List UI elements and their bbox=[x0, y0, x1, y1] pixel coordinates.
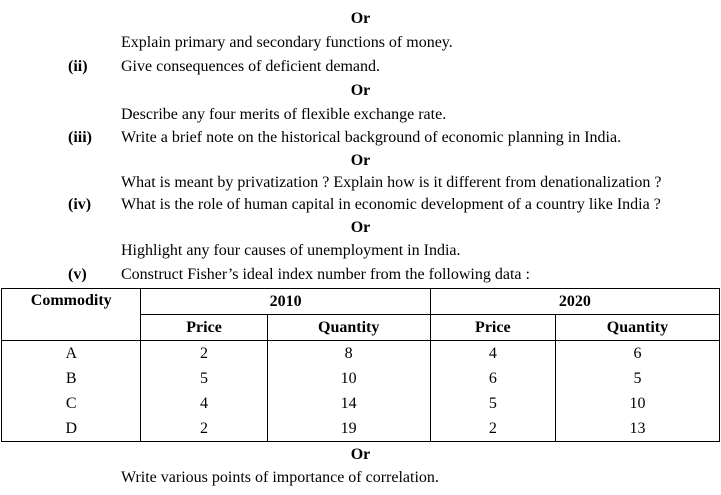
table-cell: 2 bbox=[430, 416, 555, 442]
question-text: Highlight any four causes of unemployment in India. bbox=[121, 242, 461, 259]
question-number: (iv) bbox=[68, 196, 92, 213]
year-header: 2010 bbox=[141, 289, 430, 315]
or-label: Or bbox=[350, 446, 371, 463]
table-cell: 4 bbox=[141, 391, 267, 416]
table-cell: 14 bbox=[267, 391, 430, 416]
year-header: 2020 bbox=[430, 289, 719, 315]
commodity-header: Commodity bbox=[2, 289, 141, 341]
table-cell: 10 bbox=[555, 391, 719, 416]
question-text: What is the role of human capital in economic development of a country like India ? bbox=[121, 196, 661, 213]
table-cell: D bbox=[2, 416, 141, 442]
table-cell: 6 bbox=[430, 366, 555, 391]
table-cell: 5 bbox=[430, 391, 555, 416]
question-text: Write various points of importance of correlation. bbox=[121, 469, 439, 486]
table-cell: 6 bbox=[555, 341, 719, 367]
table-row bbox=[2, 366, 720, 391]
or-label: Or bbox=[350, 219, 371, 236]
question-text: Explain primary and secondary functions of money. bbox=[121, 34, 453, 51]
table-cell: 10 bbox=[267, 366, 430, 391]
table-header-row bbox=[2, 289, 720, 315]
table-cell: A bbox=[2, 341, 141, 367]
question-number: (v) bbox=[68, 266, 87, 283]
quantity-header: Quantity bbox=[555, 315, 719, 341]
table-cell: C bbox=[2, 391, 141, 416]
table-row bbox=[2, 341, 720, 367]
data-table bbox=[1, 288, 720, 442]
table-cell: 2 bbox=[141, 341, 267, 367]
table-cell: 5 bbox=[141, 366, 267, 391]
question-number: (ii) bbox=[68, 58, 88, 75]
question-text: Write a brief note on the historical background of economic planning in India. bbox=[121, 129, 622, 146]
price-header: Price bbox=[141, 315, 267, 341]
table-cell: 8 bbox=[267, 341, 430, 367]
table-cell: 5 bbox=[555, 366, 719, 391]
question-text: Describe any four merits of flexible exchange rate. bbox=[121, 106, 447, 123]
table-cell: 13 bbox=[555, 416, 719, 442]
question-text: Construct Fisher’s ideal index number from the following data : bbox=[121, 266, 530, 283]
table-row bbox=[2, 416, 720, 442]
or-label: Or bbox=[350, 10, 371, 27]
table-row bbox=[2, 391, 720, 416]
price-header: Price bbox=[430, 315, 555, 341]
question-text: Give consequences of deficient demand. bbox=[121, 58, 381, 75]
or-label: Or bbox=[350, 82, 371, 99]
table-cell: B bbox=[2, 366, 141, 391]
table-cell: 4 bbox=[430, 341, 555, 367]
question-text: What is meant by privatization ? Explain how is it different from denationalization ? bbox=[121, 174, 662, 191]
quantity-header: Quantity bbox=[267, 315, 430, 341]
table-cell: 19 bbox=[267, 416, 430, 442]
question-number: (iii) bbox=[68, 129, 92, 146]
or-label: Or bbox=[350, 152, 371, 169]
table-cell: 2 bbox=[141, 416, 267, 442]
